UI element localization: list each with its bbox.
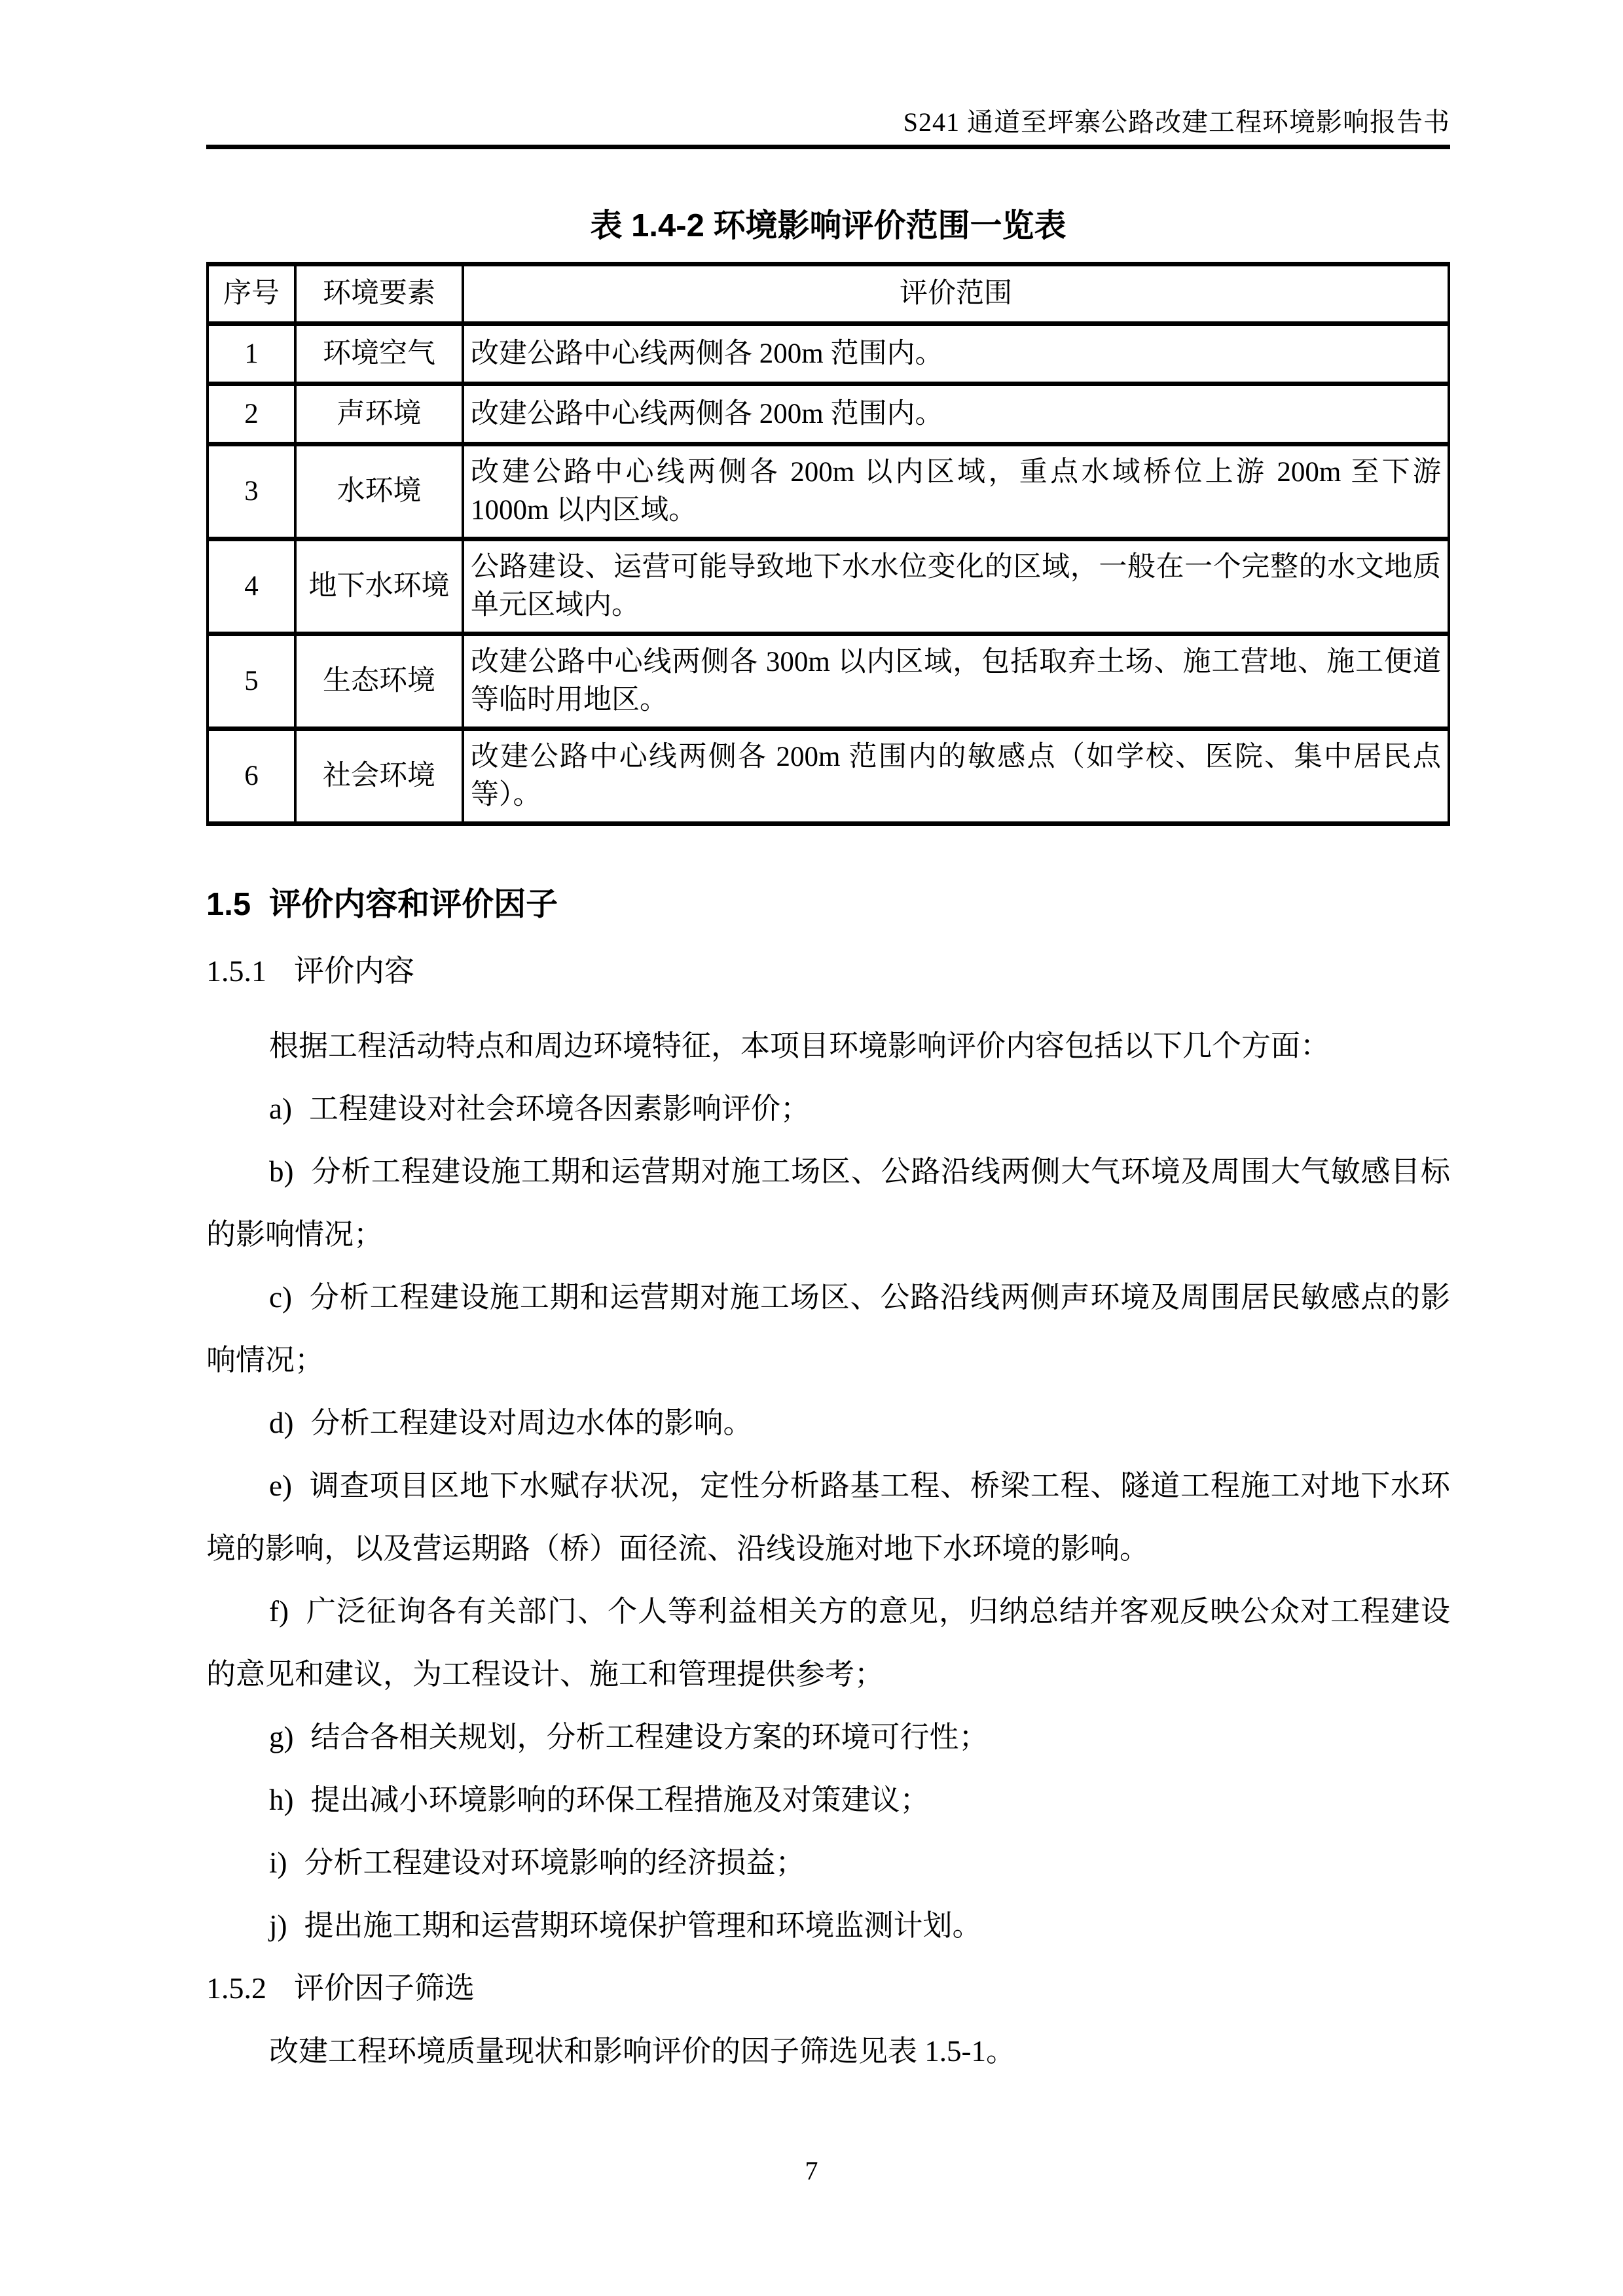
table-row bbox=[208, 634, 1449, 729]
item-label: a) bbox=[269, 1092, 292, 1125]
list-item-e bbox=[206, 1454, 1450, 1580]
cell-element: 社会环境 bbox=[295, 729, 463, 824]
cell-element: 水环境 bbox=[295, 444, 463, 539]
item-text: 结合各相关规划，分析工程建设方案的环境可行性； bbox=[310, 1721, 989, 1753]
header-rule bbox=[206, 145, 1450, 149]
section-heading-1-5-2 bbox=[206, 1957, 1450, 2020]
section-number: 1.5.1 bbox=[206, 954, 266, 988]
table-row bbox=[208, 539, 1449, 634]
section-number: 1.5 bbox=[206, 887, 251, 922]
list-item-g bbox=[206, 1706, 1450, 1768]
cell-element: 声环境 bbox=[295, 384, 463, 444]
section-title: 评价内容和评价因子 bbox=[269, 887, 558, 922]
item-label: b) bbox=[269, 1155, 294, 1188]
cell-element: 地下水环境 bbox=[295, 539, 463, 634]
item-label: d) bbox=[269, 1407, 294, 1439]
cell-seq: 3 bbox=[208, 444, 295, 539]
table-caption: 表 1.4-2 环境影响评价范围一览表 bbox=[590, 208, 1067, 243]
list-item-i bbox=[206, 1831, 1450, 1894]
item-label: f) bbox=[269, 1595, 289, 1628]
section-number: 1.5.2 bbox=[206, 1971, 266, 2005]
item-label: j) bbox=[269, 1909, 287, 1942]
cell-element: 环境空气 bbox=[295, 324, 463, 384]
section-title: 评价因子筛选 bbox=[294, 1971, 475, 2005]
table-row bbox=[208, 384, 1449, 444]
item-label: g) bbox=[269, 1721, 294, 1753]
column-header-scope: 评价范围 bbox=[463, 264, 1449, 324]
item-text: 分析工程建设对环境影响的经济损益； bbox=[304, 1846, 805, 1879]
table-row bbox=[208, 324, 1449, 384]
list-item-f bbox=[206, 1580, 1450, 1706]
column-header-seq: 序号 bbox=[208, 264, 295, 324]
section-heading-1-5-1 bbox=[206, 954, 1450, 988]
closing-paragraph: 改建工程环境质量现状和影响评价的因子筛选见表 1.5-1。 bbox=[269, 2035, 1015, 2068]
list-item-b bbox=[206, 1140, 1450, 1266]
item-text: 工程建设对社会环境各因素影响评价； bbox=[308, 1092, 810, 1125]
item-label: c) bbox=[269, 1281, 292, 1314]
column-header-element: 环境要素 bbox=[295, 264, 463, 324]
cell-scope: 改建公路中心线两侧各 200m 范围内。 bbox=[463, 324, 1449, 384]
cell-seq: 2 bbox=[208, 384, 295, 444]
intro-paragraph: 根据工程活动特点和周边环境特征，本项目环境影响评价内容包括以下几个方面： bbox=[269, 1030, 1330, 1062]
page-number: 7 bbox=[805, 2156, 818, 2185]
item-text: 广泛征询各有关部门、个人等利益相关方的意见，归纳总结并客观反映公众对工程建设的意见和建议，为工程设计、施工和管理提供参考； bbox=[206, 1595, 1450, 1691]
cell-element: 生态环境 bbox=[295, 634, 463, 729]
item-text: 分析工程建设对周边水体的影响。 bbox=[310, 1407, 753, 1439]
cell-seq: 1 bbox=[208, 324, 295, 384]
item-text: 提出施工期和运营期环境保护管理和环境监测计划。 bbox=[304, 1909, 982, 1942]
item-text: 分析工程建设施工期和运营期对施工场区、公路沿线两侧大气环境及周围大气敏感目标的影响情况； bbox=[206, 1155, 1450, 1251]
list-item-a bbox=[206, 1077, 1450, 1140]
section-title: 评价内容 bbox=[294, 954, 414, 988]
item-label: e) bbox=[269, 1469, 292, 1502]
cell-seq: 6 bbox=[208, 729, 295, 824]
list-item-h bbox=[206, 1768, 1450, 1831]
item-text: 提出减小环境影响的环保工程措施及对策建议； bbox=[310, 1784, 930, 1816]
item-label: h) bbox=[269, 1784, 294, 1816]
cell-seq: 4 bbox=[208, 539, 295, 634]
table-header-row bbox=[208, 264, 1449, 324]
section-heading-1-5 bbox=[206, 886, 1450, 923]
cell-scope: 改建公路中心线两侧各 300m 以内区域，包括取弃土场、施工营地、施工便道等临时用地区。 bbox=[463, 634, 1449, 729]
running-header-title: S241 通道至坪寨公路改建工程环境影响报告书 bbox=[903, 107, 1450, 137]
evaluation-scope-table bbox=[206, 262, 1450, 826]
table-row bbox=[208, 729, 1449, 824]
cell-scope: 改建公路中心线两侧各 200m 范围内的敏感点（如学校、医院、集中居民点等）。 bbox=[463, 729, 1449, 824]
cell-scope: 公路建设、运营可能导致地下水水位变化的区域，一般在一个完整的水文地质单元区域内。 bbox=[463, 539, 1449, 634]
list-item-d bbox=[206, 1391, 1450, 1454]
list-item-j bbox=[206, 1894, 1450, 1957]
item-text: 调查项目区地下水赋存状况，定性分析路基工程、桥梁工程、隧道工程施工对地下水环境的影响，以及营运期路（桥）面径流、沿线设施对地下水环境的影响。 bbox=[206, 1469, 1450, 1565]
cell-scope: 改建公路中心线两侧各 200m 以内区域，重点水域桥位上游 200m 至下游 1000m 以内区域。 bbox=[463, 444, 1449, 539]
item-label: i) bbox=[269, 1846, 287, 1879]
item-text: 分析工程建设施工期和运营期对施工场区、公路沿线两侧声环境及周围居民敏感点的影响情况； bbox=[206, 1281, 1450, 1376]
table-row bbox=[208, 444, 1449, 539]
cell-scope: 改建公路中心线两侧各 200m 范围内。 bbox=[463, 384, 1449, 444]
cell-seq: 5 bbox=[208, 634, 295, 729]
list-item-c bbox=[206, 1266, 1450, 1391]
